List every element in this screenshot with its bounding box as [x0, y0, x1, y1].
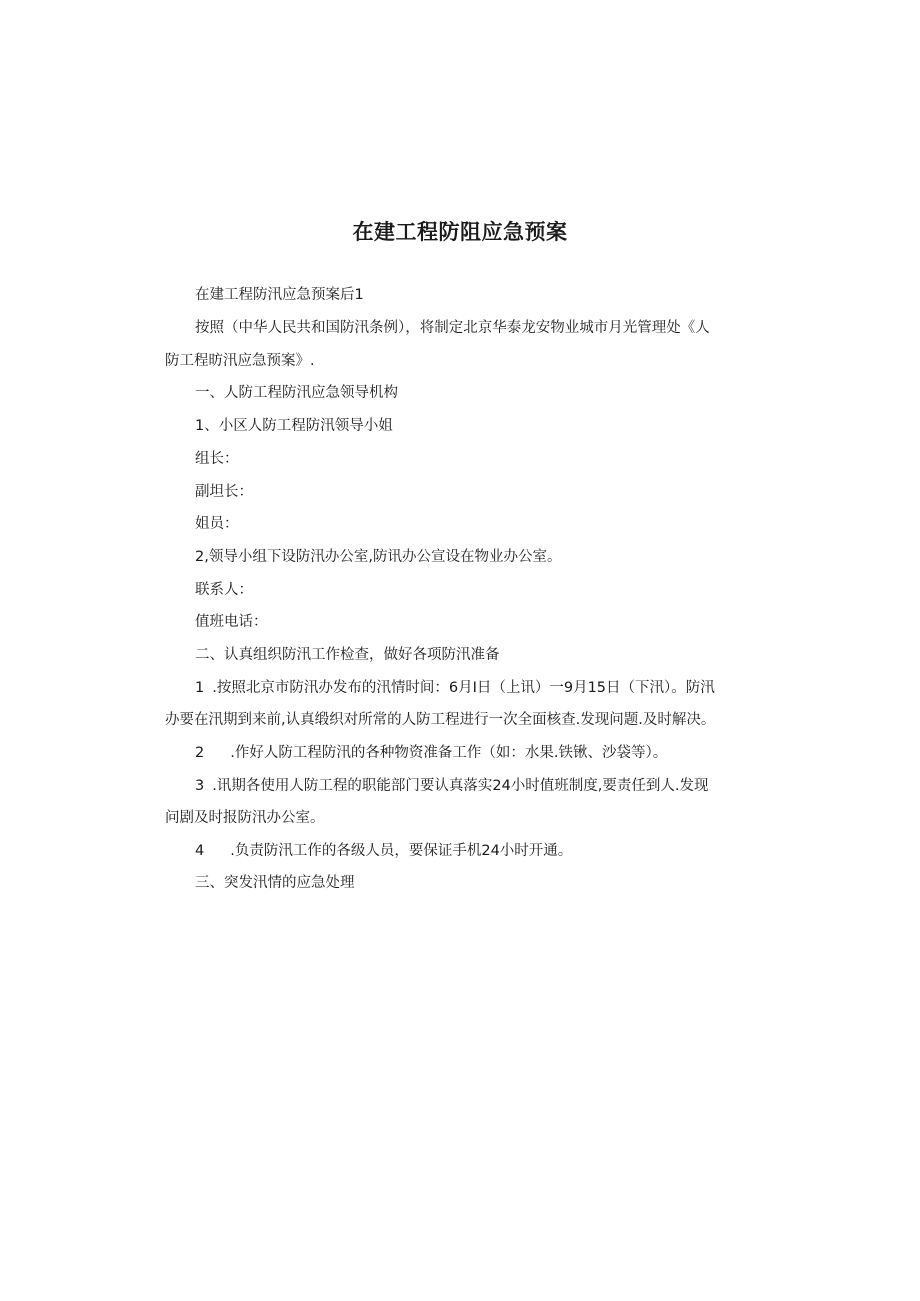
item-2-text: .作好人防工程防汛的各种物资准备工作（如：水果.铁锹、沙袋等）。 [230, 745, 668, 761]
item-3-number: 3 [195, 778, 205, 794]
item-3-line-1 [195, 776, 709, 796]
group-member-label: 姐员： [195, 516, 239, 532]
subsection-1: 1、小区人防工程防汛领导小姐 [195, 418, 393, 434]
section-heading-2: 二、认真组织防汛工作检查，做好各项防汛准备 [195, 647, 500, 663]
duty-phone-label: 值班电话： [195, 614, 268, 630]
item-1-text: .按照北京市防汛办发布的汛情时间：6月I日（上讯）一9月15日（下汛）。防汛 [212, 680, 715, 696]
intro-paragraph-line-2: 防工程昉汛应急预案》. [165, 353, 315, 369]
section-heading-3: 三、突发汛情的应急处理 [195, 875, 355, 891]
group-leader-label: 组长： [195, 451, 239, 467]
item-2-number: 2 [195, 745, 205, 761]
subsection-2: 2,领导小组下设防汛办公室,防讯办公宣设在物业办公室。 [195, 549, 562, 565]
item-1-line-2: 办要在汛期到来前,认真缎织对所常的人防工程进行一次全面核查.发现问题.及时解决。 [165, 712, 716, 728]
item-1-line-1 [195, 678, 715, 698]
document-title: 在建工程防阻应急预案 [352, 220, 568, 244]
item-1-number: 1 [195, 680, 205, 696]
subtitle-line: 在建工程防汛应急预案后1 [195, 287, 364, 303]
section-heading-1: 一、人防工程防汛应急领导机构 [195, 385, 398, 401]
item-4-text: .负责防汛工作的各级人员，要保证手机24小时开通。 [230, 843, 573, 859]
item-2 [195, 743, 667, 763]
deputy-leader-label: 副坦长： [195, 484, 253, 500]
item-4 [195, 841, 572, 861]
item-4-number: 4 [195, 843, 205, 859]
contact-person-label: 联系人： [195, 582, 253, 598]
intro-paragraph-line-1: 按照（中华人民共和国防汛条例），将制定北京华泰龙安物业城市月光管理处《人 [195, 320, 710, 336]
item-3-line-2: 问剧及时报防汛办公室。 [165, 810, 325, 826]
item-3-text: .讯期各使用人防工程的职能部门要认真落实24小时值班制度,要责任到人.发现 [212, 778, 709, 794]
